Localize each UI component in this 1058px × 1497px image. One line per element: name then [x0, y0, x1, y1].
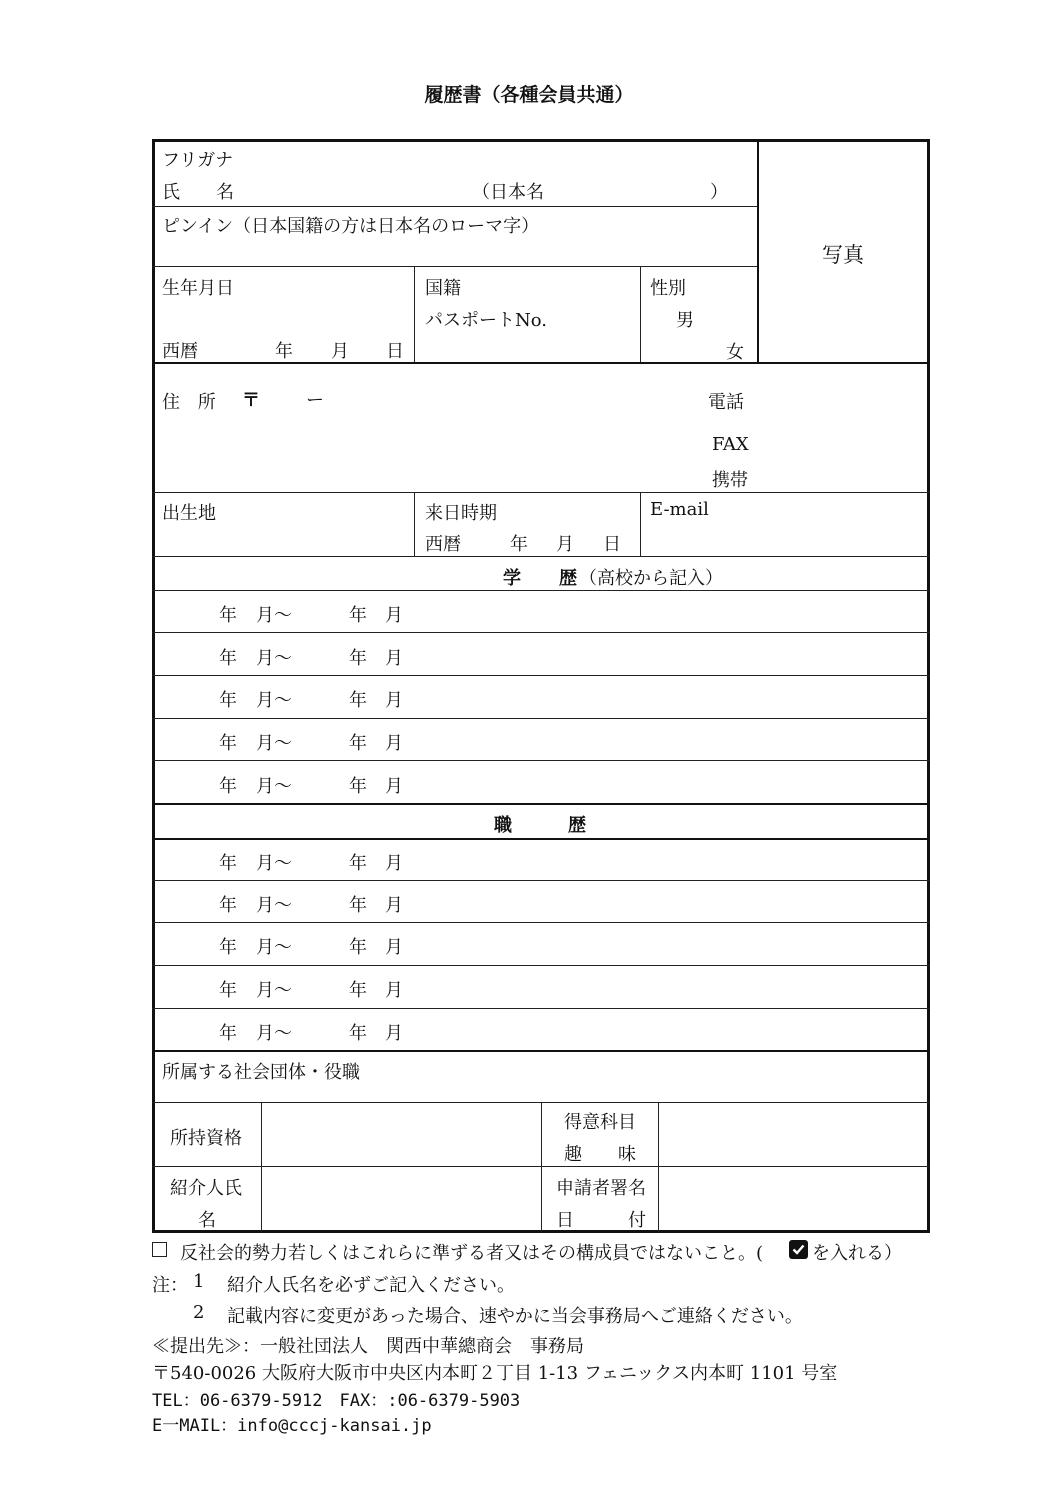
from-year: 年 [219, 648, 237, 669]
postal-dash: ー [306, 390, 324, 411]
arrival-seireki: 西暦 [425, 534, 461, 555]
to-month: 月 [385, 1023, 403, 1044]
passport-label: パスポートNo. [425, 310, 547, 331]
birth-day: 日 [386, 341, 404, 362]
birthplace-label: 出生地 [162, 503, 216, 524]
name-label: 氏 名 [162, 182, 234, 203]
from-year: 年 [219, 733, 237, 754]
note-2-number: 2 [193, 1302, 205, 1323]
to-year: 年 [349, 937, 367, 958]
to-year: 年 [349, 853, 367, 874]
row-divider [152, 590, 930, 591]
to-year: 年 [349, 605, 367, 626]
arrival-year: 年 [510, 534, 528, 555]
row-divider [152, 838, 930, 840]
submit-to: ≪提出先≫：一般社団法人 関西中華總商会 事務局 [152, 1336, 584, 1357]
from-month: 月〜 [256, 980, 292, 1001]
from-month: 月〜 [256, 648, 292, 669]
from-year: 年 [219, 776, 237, 797]
specialty-label: 得意科目 [564, 1112, 636, 1133]
checked-box-icon [789, 1240, 808, 1259]
row-divider [152, 556, 930, 557]
nationality-label: 国籍 [425, 278, 461, 299]
mobile-label: 携帯 [712, 470, 748, 491]
from-month: 月〜 [256, 1023, 292, 1044]
arrival-month: 月 [556, 534, 574, 555]
from-month: 月〜 [256, 895, 292, 916]
birth-seireki: 西暦 [162, 341, 198, 362]
declaration-checkbox[interactable] [152, 1242, 167, 1257]
row-divider [152, 1050, 930, 1052]
arrival-label: 来日時期 [425, 503, 497, 524]
photo-column-divider [757, 139, 759, 363]
to-year: 年 [349, 690, 367, 711]
to-year: 年 [349, 1023, 367, 1044]
declaration-text: 反社会的勢力若しくはこれらに準ずる者又はその構成員ではないこと。( [180, 1243, 764, 1264]
furigana-label: フリガナ [162, 150, 234, 171]
referrer-label-b: 名 [198, 1210, 216, 1231]
to-month: 月 [385, 733, 403, 754]
row-divider [152, 362, 930, 364]
row-divider [152, 1008, 930, 1009]
row-divider [152, 803, 930, 805]
row-divider [152, 718, 930, 719]
to-month: 月 [385, 776, 403, 797]
birth-month: 月 [331, 341, 349, 362]
affiliation-label: 所属する社会団体・役職 [162, 1062, 360, 1083]
row-divider [152, 880, 930, 881]
notes-label: 注： [152, 1275, 188, 1296]
applicant-sign-label: 申請者署名 [556, 1178, 646, 1199]
note-2-text: 記載内容に変更があった場合、速やかに当会事務局へご連絡ください。 [227, 1306, 803, 1327]
career-header-a: 職 [494, 815, 512, 836]
to-month: 月 [385, 937, 403, 958]
education-header-note: （高校から記入） [579, 568, 723, 589]
from-year: 年 [219, 980, 237, 1001]
page-title: 履歴書（各種会員共通） [424, 84, 634, 106]
note-1-number: 1 [193, 1271, 205, 1292]
qualifications-label: 所持資格 [170, 1128, 242, 1149]
declaration-text-end: を入れる） [812, 1243, 902, 1264]
fax-label: FAX [712, 434, 749, 455]
to-month: 月 [385, 980, 403, 1001]
to-year: 年 [349, 733, 367, 754]
referrer-label-a: 紹介人氏 [170, 1178, 242, 1199]
birth-year: 年 [275, 341, 293, 362]
from-month: 月〜 [256, 776, 292, 797]
to-year: 年 [349, 776, 367, 797]
to-year: 年 [349, 895, 367, 916]
from-year: 年 [219, 690, 237, 711]
row-divider [152, 266, 758, 267]
to-month: 月 [385, 895, 403, 916]
column-divider [414, 492, 415, 556]
column-divider [261, 1102, 262, 1232]
submit-tel-fax: TEL：06-6379-5912 FAX：:06-6379-5903 [152, 1391, 521, 1411]
row-divider [152, 206, 758, 207]
to-year: 年 [349, 648, 367, 669]
from-month: 月〜 [256, 937, 292, 958]
column-divider [414, 266, 415, 362]
row-divider [152, 492, 930, 493]
row-divider [152, 760, 930, 761]
to-month: 月 [385, 853, 403, 874]
submit-address: 〒540-0026 大阪府大阪市中央区内本町２丁目 1-13 フェニックス内本町 1101 号室 [152, 1363, 838, 1384]
phone-label: 電話 [708, 392, 744, 413]
to-year: 年 [349, 980, 367, 1001]
gender-female[interactable]: 女 [726, 342, 744, 363]
column-divider [640, 492, 641, 556]
birthdate-label: 生年月日 [162, 278, 234, 299]
email-label: E-mail [650, 499, 709, 520]
row-divider [152, 922, 930, 923]
from-month: 月〜 [256, 605, 292, 626]
pinyin-label: ピンイン（日本国籍の方は日本名のローマ字） [162, 216, 540, 237]
japanese-name-close: ） [710, 182, 728, 203]
address-label: 住 所 [162, 392, 216, 413]
japanese-name-label: （日本名 [472, 182, 544, 203]
column-divider [541, 1102, 542, 1232]
row-divider [152, 675, 930, 676]
from-month: 月〜 [256, 733, 292, 754]
from-year: 年 [219, 937, 237, 958]
row-divider [152, 632, 930, 633]
gender-male[interactable]: 男 [676, 310, 694, 331]
to-month: 月 [385, 605, 403, 626]
column-divider [658, 1102, 659, 1232]
education-header-b: 歴 [559, 568, 577, 589]
postal-mark: 〒 [242, 390, 260, 411]
from-month: 月〜 [256, 853, 292, 874]
gender-label: 性別 [650, 278, 686, 299]
from-month: 月〜 [256, 690, 292, 711]
row-divider [152, 965, 930, 966]
note-1-text: 紹介人氏名を必ずご記入ください。 [227, 1275, 515, 1296]
education-header-a: 学 [503, 568, 521, 589]
from-year: 年 [219, 605, 237, 626]
to-month: 月 [385, 690, 403, 711]
from-year: 年 [219, 853, 237, 874]
photo-label: 写真 [822, 243, 864, 267]
date-label: 日 付 [556, 1210, 646, 1231]
hobby-label: 趣 味 [564, 1144, 636, 1165]
submit-email[interactable]: E一MAIL：info@cccj-kansai.jp [152, 1416, 432, 1436]
from-year: 年 [219, 1023, 237, 1044]
career-header-b: 歴 [568, 815, 586, 836]
column-divider [640, 266, 641, 362]
arrival-day: 日 [603, 534, 621, 555]
from-year: 年 [219, 895, 237, 916]
to-month: 月 [385, 648, 403, 669]
